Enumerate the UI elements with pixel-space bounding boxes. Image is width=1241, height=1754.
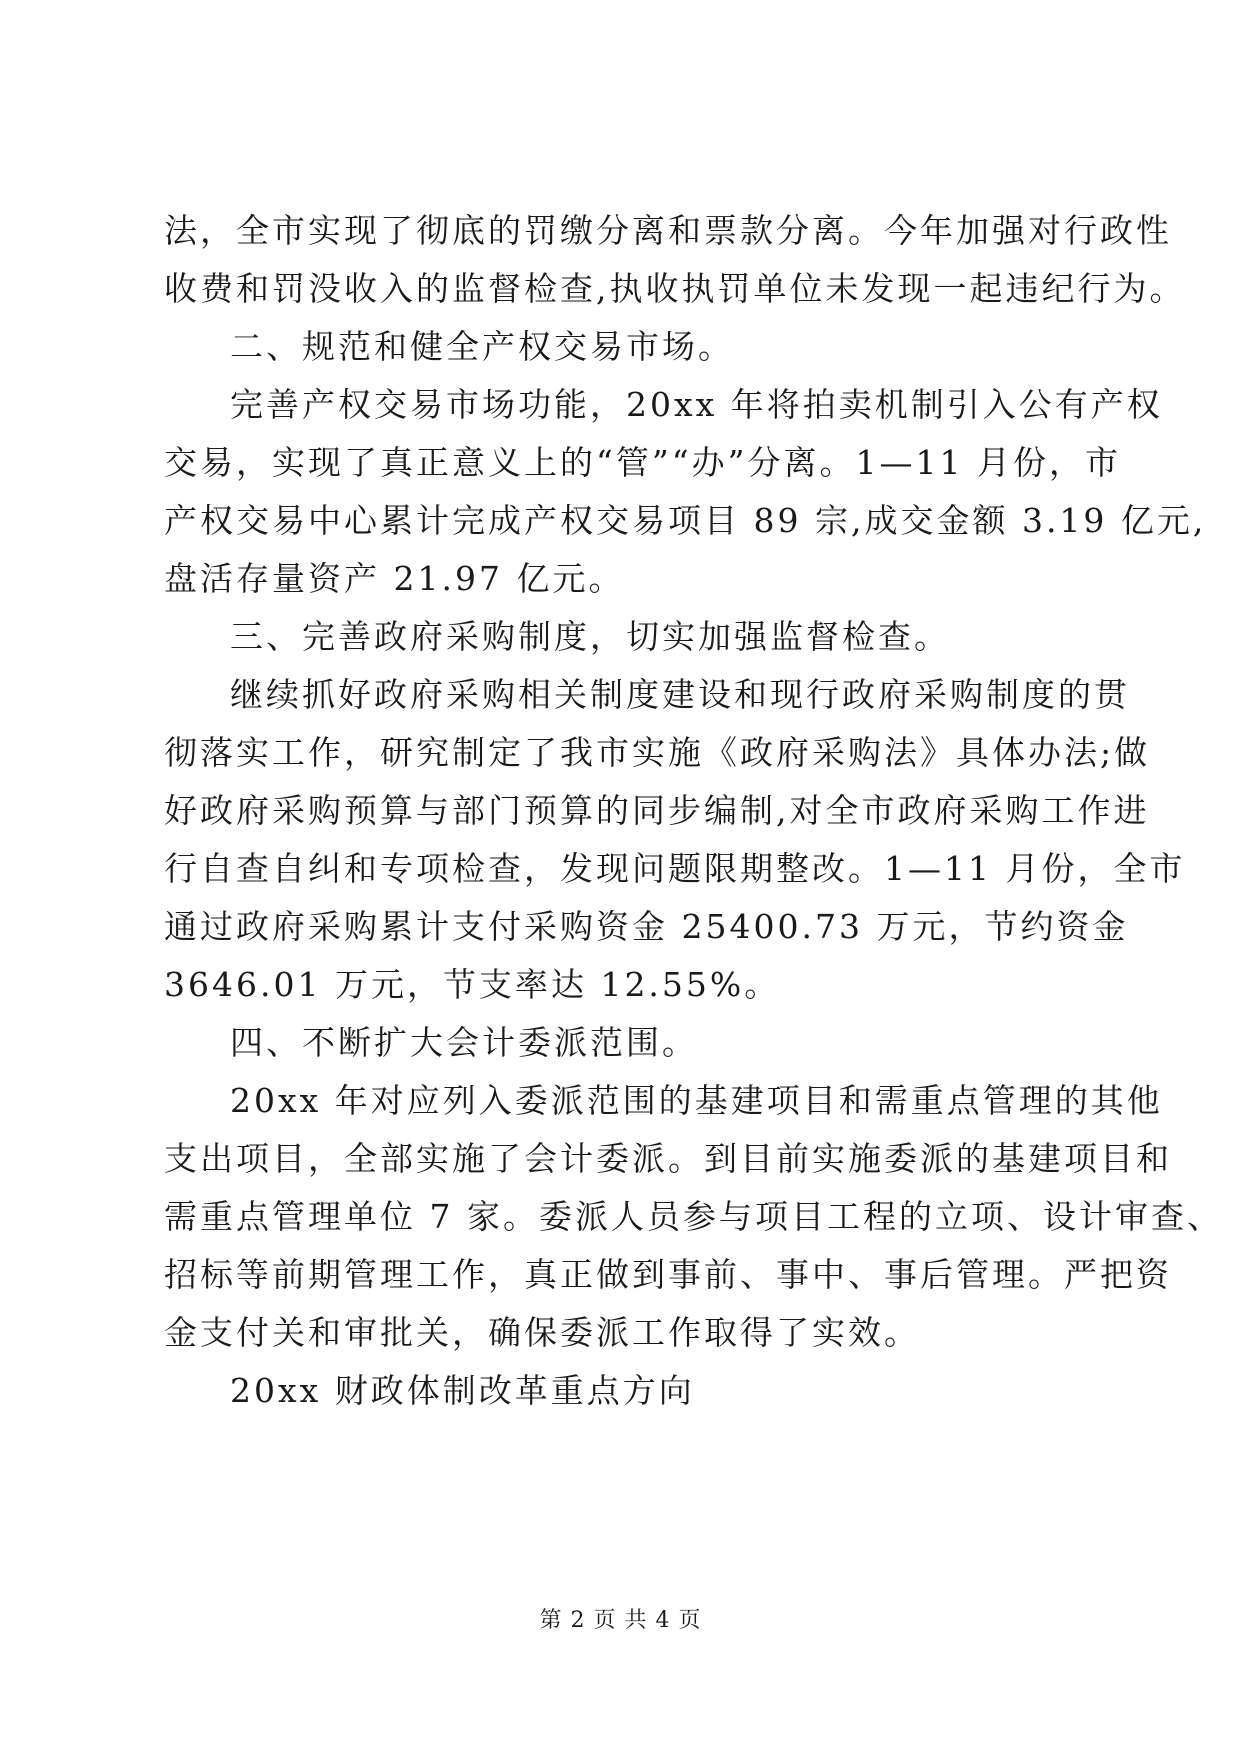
section-heading: 二、规范和健全产权交易市场。 bbox=[230, 327, 734, 366]
text-line: 交易，实现了真正意义上的“管”“办”分离。1—11 月份，市 bbox=[164, 443, 1121, 482]
text-line: 完善产权交易市场功能，20xx 年将拍卖机制引入公有产权 bbox=[230, 385, 1163, 424]
text-line: 收费和罚没收入的监督检查,执收执罚单位未发现一起违纪行为。 bbox=[164, 269, 1186, 308]
text-line: 招标等前期管理工作，真正做到事前、事中、事后管理。严把资 bbox=[164, 1255, 1172, 1294]
text-line: 3646.01 万元，节支率达 12.55%。 bbox=[164, 965, 781, 1004]
text-line: 彻落实工作，研究制定了我市实施《政府采购法》具体办法;做 bbox=[164, 733, 1151, 772]
text-line: 法，全市实现了彻底的罚缴分离和票款分离。今年加强对行政性 bbox=[164, 211, 1172, 250]
page-footer: 第 2 页 共 4 页 bbox=[539, 1608, 702, 1633]
section-heading: 四、不断扩大会计委派范围。 bbox=[230, 1023, 698, 1062]
text-line: 需重点管理单位 7 家。委派人员参与项目工程的立项、设计审查、 bbox=[164, 1197, 1223, 1236]
text-line: 盘活存量资产 21.97 亿元。 bbox=[164, 559, 625, 598]
text-line: 行自查自纠和专项检查，发现问题限期整改。1—11 月份，全市 bbox=[164, 849, 1186, 888]
section-heading: 三、完善政府采购制度，切实加强监督检查。 bbox=[230, 617, 950, 656]
text-line: 通过政府采购累计支付采购资金 25400.73 万元，节约资金 bbox=[164, 907, 1129, 946]
text-line: 继续抓好政府采购相关制度建设和现行政府采购制度的贯 bbox=[230, 675, 1130, 714]
text-line: 支出项目，全部实施了会计委派。到目前实施委派的基建项目和 bbox=[164, 1139, 1172, 1178]
section-heading: 20xx 财政体制改革重点方向 bbox=[230, 1371, 695, 1410]
text-line: 20xx 年对应列入委派范围的基建项目和需重点管理的其他 bbox=[230, 1081, 1163, 1120]
text-line: 好政府采购预算与部门预算的同步编制,对全市政府采购工作进 bbox=[164, 791, 1150, 830]
text-line: 金支付关和审批关，确保委派工作取得了实效。 bbox=[164, 1313, 920, 1352]
text-line: 产权交易中心累计完成产权交易项目 89 宗,成交金额 3.19 亿元, bbox=[164, 501, 1207, 540]
